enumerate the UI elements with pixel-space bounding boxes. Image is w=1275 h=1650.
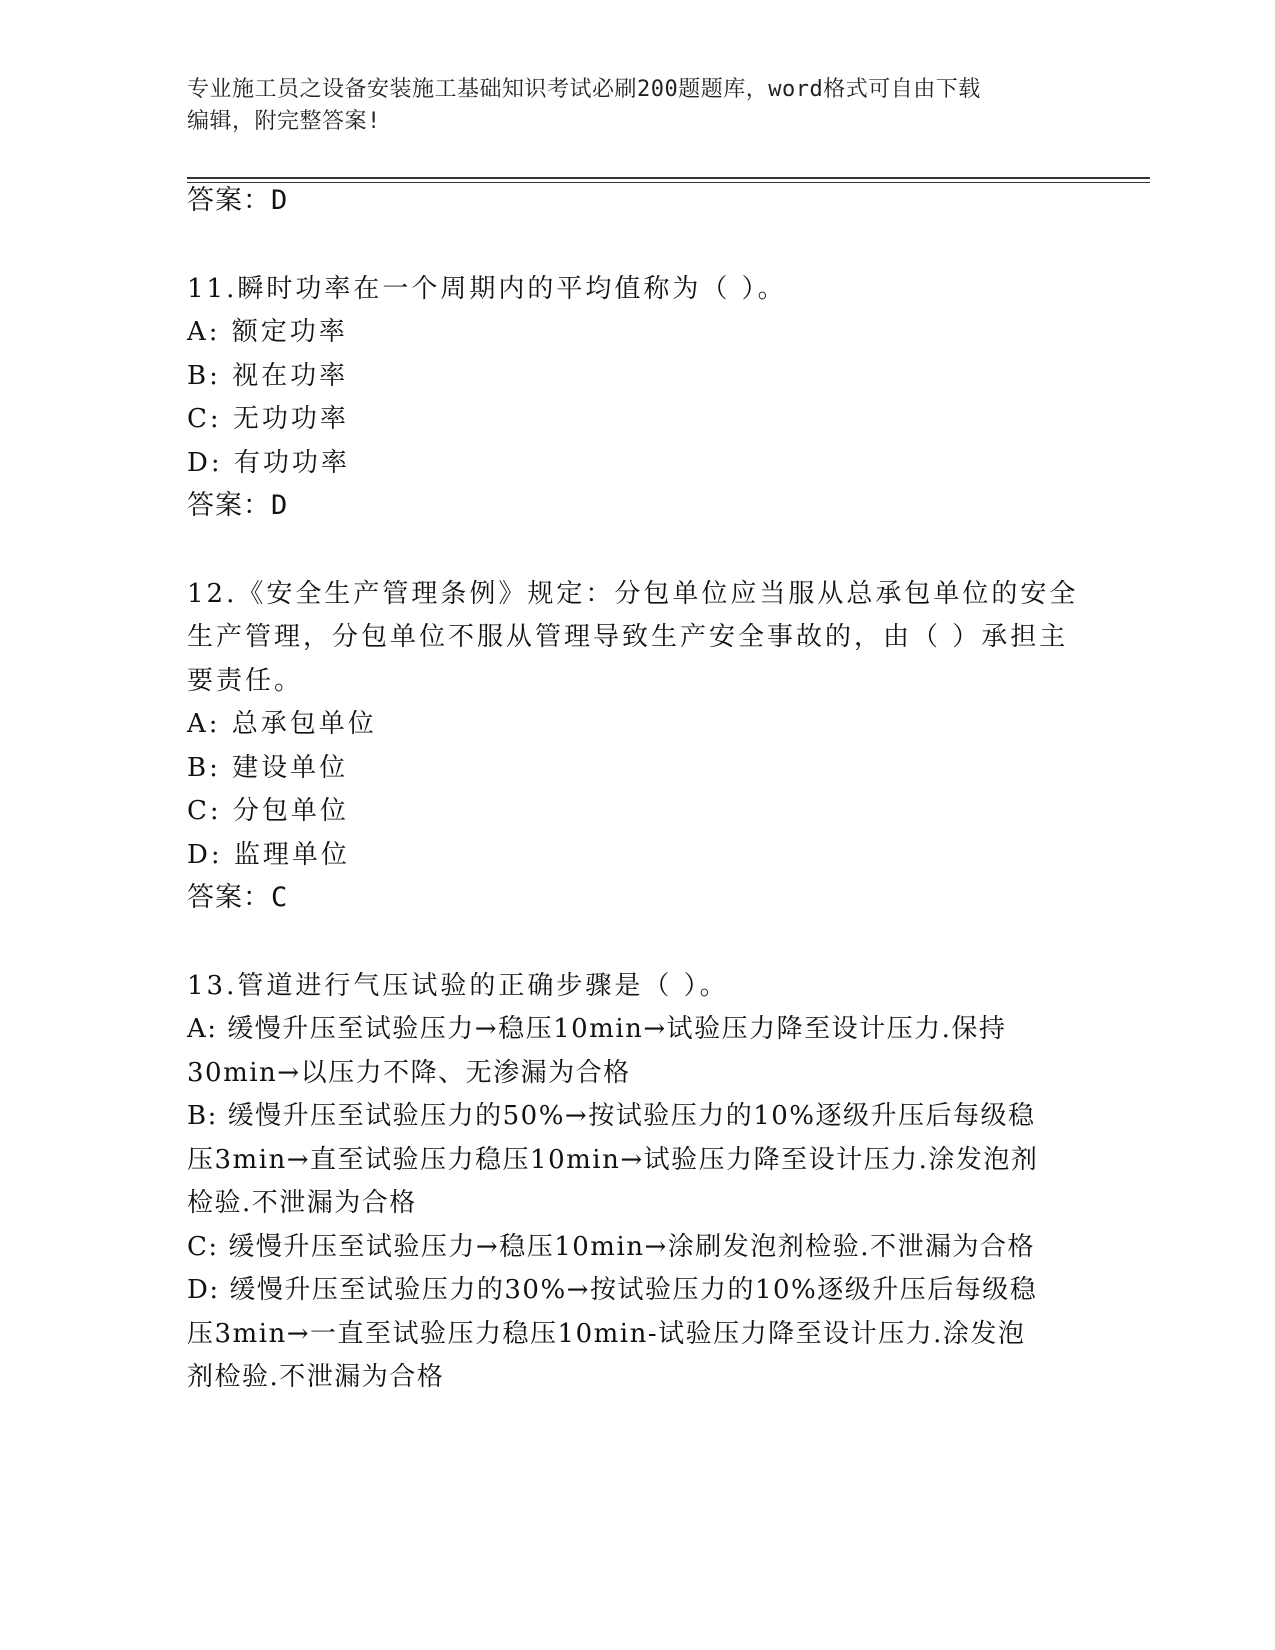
answer-label: 答案： [187, 185, 271, 216]
answer-value: D [271, 185, 289, 216]
question-12-stem-line-1: 12.《安全生产管理条例》规定：分包单位应当服从总承包单位的安全 [187, 579, 1079, 609]
question-11-option-d: D: 有功功率 [187, 448, 350, 478]
header-line-1: 专业施工员之设备安装施工基础知识考试必刷200题题库，word格式可自由下载 [187, 77, 981, 102]
question-13-option-b-line-1: B: 缓慢升压至试验压力的50%→按试验压力的10%逐级升压后每级稳 [187, 1101, 1036, 1131]
prev-answer-line [187, 184, 288, 218]
header-rule-thin [187, 182, 1150, 183]
question-12-option-d: D: 监理单位 [187, 840, 350, 870]
question-11-stem: 11.瞬时功率在一个周期内的平均值称为（ ）。 [187, 274, 787, 304]
question-13-option-b-line-3: 检验.不泄漏为合格 [187, 1188, 417, 1218]
question-11-answer [187, 489, 288, 523]
question-12-option-b: B: 建设单位 [187, 753, 349, 783]
question-13-option-a-line-2: 30min→以压力不降、无渗漏为合格 [187, 1058, 631, 1088]
question-11-option-a: A: 额定功率 [187, 317, 348, 347]
question-11-option-b: B: 视在功率 [187, 361, 349, 391]
header-line-2: 编辑，附完整答案! [187, 109, 381, 134]
document-header [187, 74, 1067, 138]
question-12-option-c: C: 分包单位 [187, 796, 349, 826]
answer-value: C [271, 882, 289, 913]
question-13-option-b-line-2: 压3min→直至试验压力稳压10min→试验压力降至设计压力.涂发泡剂 [187, 1145, 1039, 1175]
question-12-stem-line-2: 生产管理，分包单位不服从管理导致生产安全事故的，由（ ）承担主 [187, 622, 1069, 652]
question-12-option-a: A: 总承包单位 [187, 709, 377, 739]
question-12-answer [187, 881, 288, 915]
answer-value: D [271, 490, 289, 521]
question-13-option-a-line-1: A: 缓慢升压至试验压力→稳压10min→试验压力降至设计压力.保持 [187, 1014, 1007, 1044]
answer-label: 答案： [187, 882, 271, 913]
question-13-option-d-line-3: 剂检验.不泄漏为合格 [187, 1362, 445, 1392]
question-13-stem: 13.管道进行气压试验的正确步骤是（ ）。 [187, 971, 729, 1001]
question-13-option-d-line-1: D: 缓慢升压至试验压力的30%→按试验压力的10%逐级升压后每级稳 [187, 1275, 1038, 1305]
question-13-option-c: C: 缓慢升压至试验压力→稳压10min→涂刷发泡剂检验.不泄漏为合格 [187, 1232, 1036, 1262]
header-rule-thick [187, 177, 1150, 179]
answer-label: 答案： [187, 490, 271, 521]
question-12-stem-line-3: 要责任。 [187, 666, 304, 696]
question-11-option-c: C: 无功功率 [187, 404, 349, 434]
question-13-option-d-line-2: 压3min→一直至试验压力稳压10min-试验压力降至设计压力.涂发泡 [187, 1319, 1026, 1349]
